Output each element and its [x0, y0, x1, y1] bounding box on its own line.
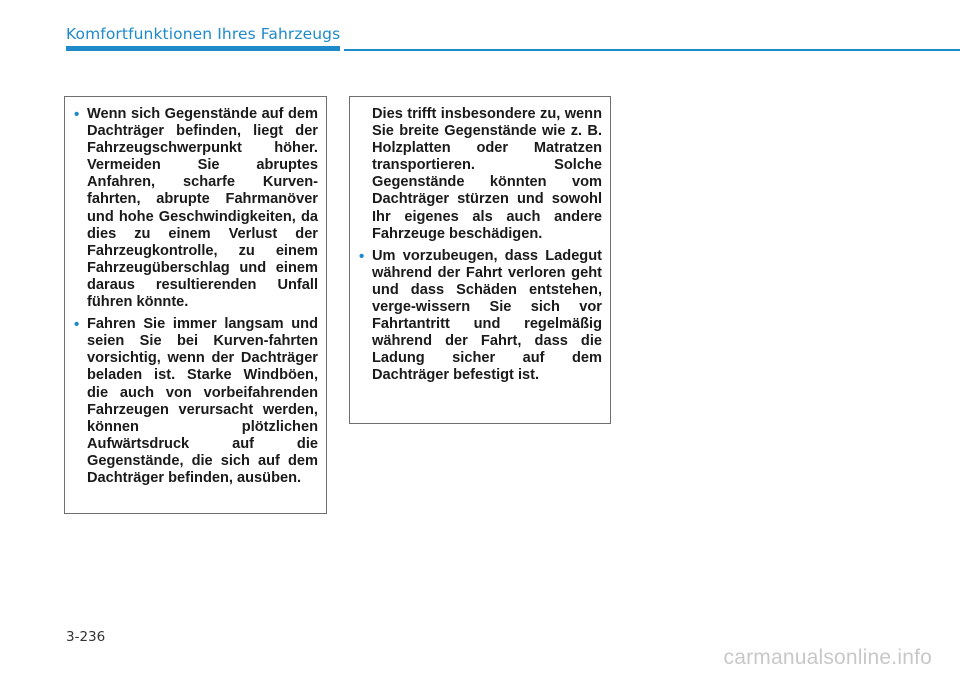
bullet-icon: • — [74, 316, 80, 334]
bullet-paragraph — [74, 106, 318, 311]
section-title: Komfortfunktionen Ihres Fahrzeugs — [66, 25, 341, 43]
paragraph-text: Wenn sich Gegenstände auf dem Dachträger befinden, liegt der Fahrzeugschwerpunkt höher. Vermeiden Sie abruptes Anfahren, scharfe Kurven-fahrten, abrupte Fahrmanöver und hohe Geschwindigkeiten, da dies zu einem Verlust der Fahrzeugkontrolle, zu einem Fahrzeugüberschlag und einem daraus resultierenden Unfall führen könnte. — [87, 106, 318, 311]
paragraph-text: Fahren Sie immer langsam und seien Sie bei Kurven-fahrten vorsichtig, wenn der Dachträger beladen ist. Starke Windböen, die auch von vorbeifahrenden Fahrzeugen verursacht werden, können plötzlichen Aufwärtsdruck auf die Gegenstände, die sich auf dem Dachträger befinden, ausüben. — [87, 316, 318, 486]
bullet-icon: • — [74, 106, 80, 123]
header-rule-thick — [66, 46, 340, 51]
paragraph-text: Um vorzubeugen, dass Ladegut während der Fahrt verloren geht und dass Schäden entstehen, verge-wissern Sie sich vor Fahrtantritt und regelmäßig während der Fahrt, dass die Ladung sicher auf dem Dachträger befestigt ist. — [372, 247, 602, 384]
bullet-paragraph — [74, 316, 318, 487]
warning-box-right — [349, 96, 611, 424]
header-rule-thin — [344, 49, 960, 51]
bullet-paragraph — [359, 248, 602, 385]
bullet-icon: • — [359, 247, 365, 265]
watermark: carmanualsonline.info — [723, 646, 932, 669]
continuation-paragraph — [359, 106, 602, 243]
warning-box-left — [64, 96, 327, 514]
paragraph-text: Dies trifft insbesondere zu, wenn Sie breite Gegenstände wie z. B. Holzplatten oder Matratzen transportieren. Solche Gegenstände könnten vom Dachträger stürzen und sowohl Ihr eigenes als auch andere Fahrzeuge beschädigen. — [372, 106, 602, 242]
page-number: 3-236 — [66, 629, 106, 645]
